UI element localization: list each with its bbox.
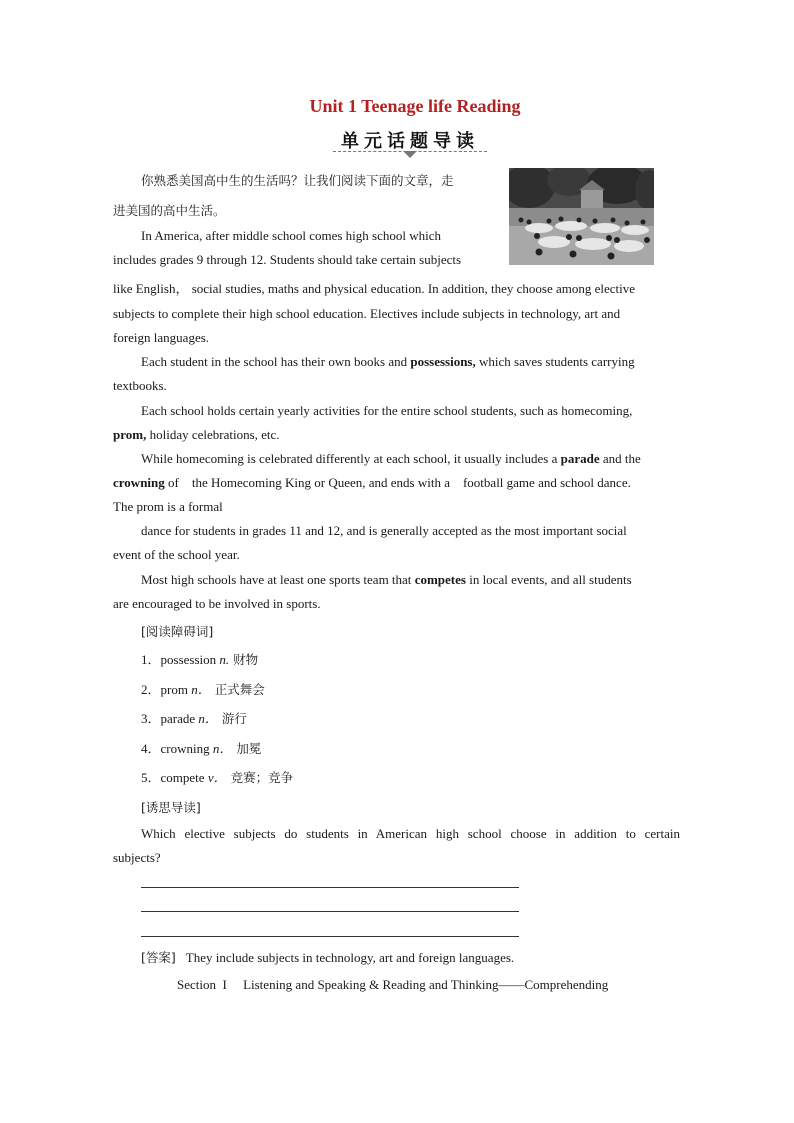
passage-p2-line-1: Each student in the school has their own books and possessions, which saves students carrying xyxy=(141,354,635,369)
vocab-highlight-parade: parade xyxy=(560,451,600,466)
answer-blank-line-3 xyxy=(141,936,519,937)
unit-title: Unit 1 Teenage life Reading xyxy=(309,96,521,116)
passage-p3-line-2: prom, holiday celebrations, etc. xyxy=(113,427,280,442)
guide-heading: [诱思导读] xyxy=(141,800,201,815)
vocab-highlight-competes: competes xyxy=(414,572,466,587)
passage-p5-line-2: are encouraged to be involved in sports. xyxy=(113,596,321,611)
vocab-highlight-crowning: crowning xyxy=(113,475,165,490)
answer-blank-line-2 xyxy=(141,911,519,912)
section-heading: Section I Listening and Speaking & Reading and Thinking——Comprehending xyxy=(177,977,609,992)
vocab-item-5: 5．compete v． 竞赛；竞争 xyxy=(141,770,294,785)
intro-line-2: 进美国的高中生活。 xyxy=(113,203,226,218)
passage-p1-line-1: In America, after middle school comes high school which xyxy=(141,228,442,243)
vocab-item-1: 1．possession n. 财物 xyxy=(141,652,259,667)
passage-p1-line-4: subjects to complete their high school education. Electives include subjects in technology, art and xyxy=(113,306,621,321)
passage-p4-line-1: While homecoming is celebrated differently at each school, it usually includes a parade and the xyxy=(141,451,641,466)
passage-p2-line-2: textbooks. xyxy=(113,378,167,393)
passage-p5-line-1: Most high schools have at least one sports team that competes in local events, and all students xyxy=(141,572,632,587)
subtitle-arrow-icon xyxy=(403,151,417,158)
answer-label: [答案] xyxy=(141,950,176,965)
unit-subtitle: 单元话题导读 xyxy=(341,131,479,152)
vocab-heading: [阅读障碍词] xyxy=(141,624,214,639)
passage-p1-line-5: foreign languages. xyxy=(113,330,210,345)
vocab-item-2: 2．prom n． 正式舞会 xyxy=(141,682,265,697)
answer-line xyxy=(141,950,514,966)
passage-p1-line-2: includes grades 9 through 12. Students should take certain subjects xyxy=(113,252,462,267)
passage-p4-line-3: The prom is a formal xyxy=(113,499,223,514)
passage-p1-line-3: like English， social studies, maths and physical education. In addition, they choose among elective xyxy=(113,281,636,296)
vocab-highlight-prom: prom, xyxy=(113,427,147,442)
outdoor-gathering-photo xyxy=(509,168,654,265)
guide-question-line-2: subjects? xyxy=(113,850,161,865)
vocab-item-3: 3．parade n． 游行 xyxy=(141,711,247,726)
answer-text: They include subjects in technology, art and foreign languages. xyxy=(185,950,515,965)
passage-p3-line-1: Each school holds certain yearly activities for the entire school students, such as homecoming, xyxy=(141,403,633,418)
vocab-highlight-possessions: possessions, xyxy=(410,354,476,369)
passage-p4-line-2: crowning of the Homecoming King or Queen, and ends with a football game and school dance. xyxy=(113,475,631,490)
passage-p4-line-4: dance for students in grades 11 and 12, and is generally accepted as the most important social xyxy=(141,523,627,538)
passage-p4-line-5: event of the school year. xyxy=(113,547,240,562)
intro-line-1: 你熟悉美国高中生的生活吗？让我们阅读下面的文章，走 xyxy=(141,173,454,188)
answer-blank-line-1 xyxy=(141,887,519,888)
guide-question-line-1: Which elective subjects do students in American high school choose in addition to certain xyxy=(141,826,680,841)
vocab-item-4: 4．crowning n． 加冕 xyxy=(141,741,262,756)
